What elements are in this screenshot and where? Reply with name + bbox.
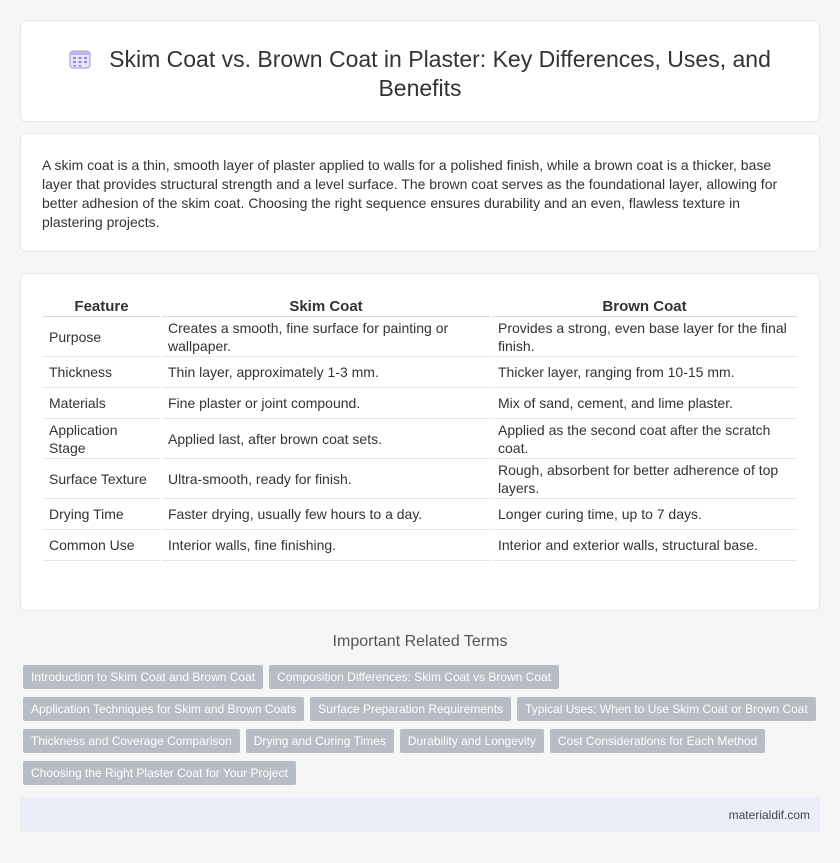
- cell-feature: Drying Time: [43, 499, 160, 530]
- cell-skim: Thin layer, approximately 1-3 mm.: [162, 357, 490, 388]
- table-row: [43, 530, 797, 561]
- cell-feature: Common Use: [43, 530, 160, 561]
- header-card: [20, 20, 820, 122]
- related-term-tag[interactable]: Durability and Longevity: [400, 729, 544, 753]
- tag-row: [23, 729, 771, 753]
- site-name[interactable]: materialdif.com: [728, 808, 810, 822]
- cell-brown: Longer curing time, up to 7 days.: [492, 499, 797, 530]
- header-brown-coat: Brown Coat: [492, 296, 797, 317]
- table-row: [43, 388, 797, 419]
- related-term-tag[interactable]: Cost Considerations for Each Method: [550, 729, 765, 753]
- comparison-card: [20, 273, 820, 611]
- tag-row: [23, 665, 565, 689]
- cell-feature: Surface Texture: [43, 459, 160, 499]
- related-term-tag[interactable]: Surface Preparation Requirements: [310, 697, 511, 721]
- intro-card: [20, 133, 820, 252]
- cell-brown: Interior and exterior walls, structural base.: [492, 530, 797, 561]
- cell-feature: Application Stage: [43, 419, 160, 459]
- cell-brown: Rough, absorbent for better adherence of top layers.: [492, 459, 797, 499]
- cell-skim: Faster drying, usually few hours to a day.: [162, 499, 490, 530]
- footer-bar: [20, 798, 820, 832]
- table-row: [43, 419, 797, 459]
- related-term-tag[interactable]: Drying and Curing Times: [246, 729, 394, 753]
- table-row: [43, 459, 797, 499]
- related-term-tag[interactable]: Application Techniques for Skim and Brown Coats: [23, 697, 304, 721]
- cell-feature: Thickness: [43, 357, 160, 388]
- related-terms-title: Important Related Terms: [332, 633, 508, 650]
- tag-row: [23, 697, 822, 721]
- table-row: [43, 499, 797, 530]
- table-row: [43, 357, 797, 388]
- cell-brown: Provides a strong, even base layer for the final finish.: [492, 317, 797, 357]
- cell-skim: Interior walls, fine finishing.: [162, 530, 490, 561]
- cell-skim: Applied last, after brown coat sets.: [162, 419, 490, 459]
- related-term-tag[interactable]: Choosing the Right Plaster Coat for Your Project: [23, 761, 296, 785]
- intro-paragraph: A skim coat is a thin, smooth layer of plaster applied to walls for a polished finish, while a brown coat is a thicker, base layer that provides structural strength and a level surface. The brown coat serves as the foundational layer, allowing for better adhesion of the skim coat. Choosing the right sequence ensures durability and an even, flawless texture in plastering projects.: [42, 157, 778, 230]
- related-term-tag[interactable]: Composition Differences: Skim Coat vs Brown Coat: [269, 665, 559, 689]
- related-term-tag[interactable]: Typical Uses: When to Use Skim Coat or Brown Coat: [517, 697, 816, 721]
- cell-feature: Purpose: [43, 317, 160, 357]
- cell-brown: Applied as the second coat after the scratch coat.: [492, 419, 797, 459]
- related-term-tag[interactable]: Introduction to Skim Coat and Brown Coat: [23, 665, 263, 689]
- cell-brown: Thicker layer, ranging from 10-15 mm.: [492, 357, 797, 388]
- header-feature: Feature: [43, 296, 160, 317]
- title-wrap: [21, 45, 819, 103]
- page-title-text: Skim Coat vs. Brown Coat in Plaster: Key Differences, Uses, and Benefits: [109, 46, 771, 101]
- table-row: [43, 317, 797, 357]
- tag-row: [23, 761, 302, 785]
- cell-skim: Ultra-smooth, ready for finish.: [162, 459, 490, 499]
- cell-skim: Creates a smooth, fine surface for painting or wallpaper.: [162, 317, 490, 357]
- cell-feature: Materials: [43, 388, 160, 419]
- table-header-row: [43, 296, 797, 317]
- calendar-grid-icon: [69, 47, 91, 67]
- comparison-table: [41, 296, 799, 561]
- related-term-tag[interactable]: Thickness and Coverage Comparison: [23, 729, 240, 753]
- page-title: [21, 45, 819, 103]
- cell-brown: Mix of sand, cement, and lime plaster.: [492, 388, 797, 419]
- header-skim-coat: Skim Coat: [162, 296, 490, 317]
- cell-skim: Fine plaster or joint compound.: [162, 388, 490, 419]
